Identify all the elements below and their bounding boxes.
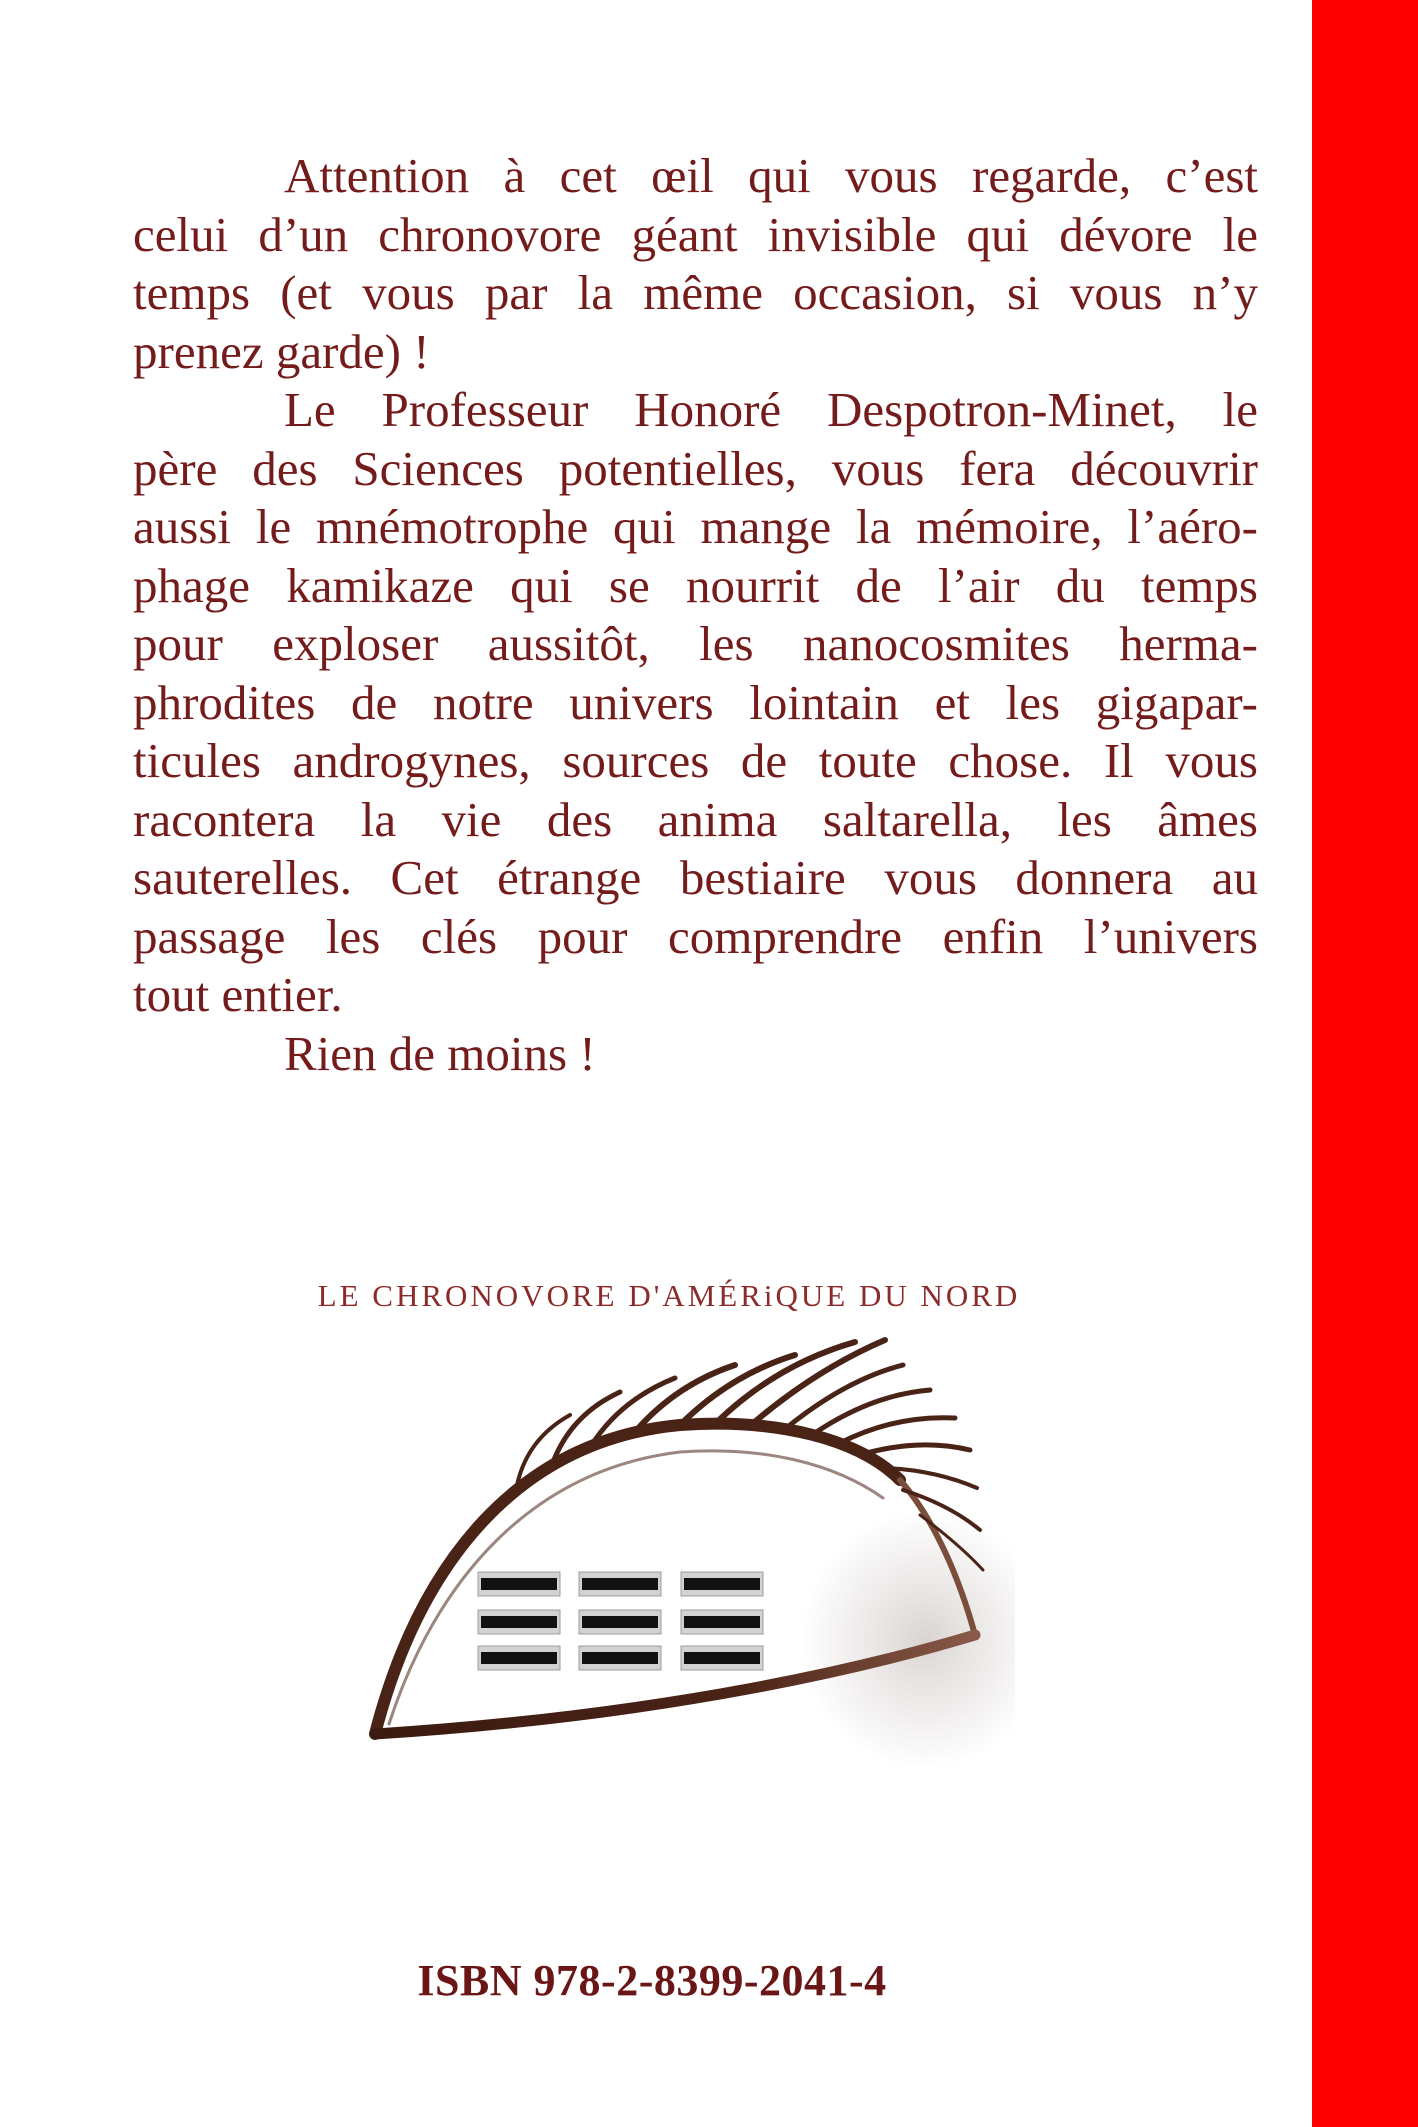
eye-icon xyxy=(355,1320,1015,1800)
isbn-label: ISBN 978-2-8399-2041-4 xyxy=(417,1956,887,2005)
blurb-line: phage kamikaze qui se nourrit de l’air du temps xyxy=(133,557,1258,613)
eye-shadow xyxy=(800,1510,1015,1770)
blurb-line: phrodites de notre univers lointain et les gigapar- xyxy=(133,674,1258,730)
blurb-line: celui d’un chronovore géant invisible qui dévore le xyxy=(133,206,1258,262)
blurb-line: père des Sciences potentielles, vous fera découvrir xyxy=(133,440,1258,496)
eyelash xyxy=(863,1445,970,1454)
blurb-line: passage les clés pour comprendre enfin l’univers xyxy=(133,908,1258,964)
trigram-bar xyxy=(579,1572,661,1596)
blurb-line: aussi le mnémotrophe qui mange la mémoire, l’aéro- xyxy=(133,499,1258,554)
trigram-bar xyxy=(579,1646,661,1670)
blurb-line: tout entier. xyxy=(133,967,343,1022)
blurb-line: Attention à cet œil qui vous regarde, c’est xyxy=(284,148,1258,203)
eyelash xyxy=(840,1418,955,1443)
trigram-bar xyxy=(681,1610,763,1634)
trigram-bar xyxy=(579,1610,661,1634)
blurb-text xyxy=(133,147,1258,1083)
blurb-line: prenez garde) ! xyxy=(133,323,430,379)
red-spine-stripe xyxy=(1312,0,1418,2127)
blurb-line: racontera la vie des anima saltarella, les âmes xyxy=(133,791,1258,847)
blurb-line: pour exploser aussitôt, les nanocosmites herma- xyxy=(133,616,1258,671)
trigram-bar xyxy=(478,1572,560,1596)
trigram-bar xyxy=(681,1572,763,1596)
blurb-line: temps (et vous par la même occasion, si vous n’y xyxy=(133,265,1258,320)
trigram-bar xyxy=(478,1646,560,1670)
blurb-line: Le Professeur Honoré Despotron-Minet, le xyxy=(284,382,1258,437)
blurb-line: ticules androgynes, sources de toute chose. Il vous xyxy=(133,733,1258,788)
trigram-bar xyxy=(478,1610,560,1634)
trigram-grid xyxy=(478,1572,763,1670)
trigram-bar xyxy=(681,1646,763,1670)
blurb-line: sauterelles. Cet étrange bestiaire vous donnera au xyxy=(133,850,1258,905)
blurb-line: Rien de moins ! xyxy=(284,1025,596,1081)
series-title: LE CHRONOVORE D'AMÉRiQUE DU NORD xyxy=(317,1278,1021,1313)
